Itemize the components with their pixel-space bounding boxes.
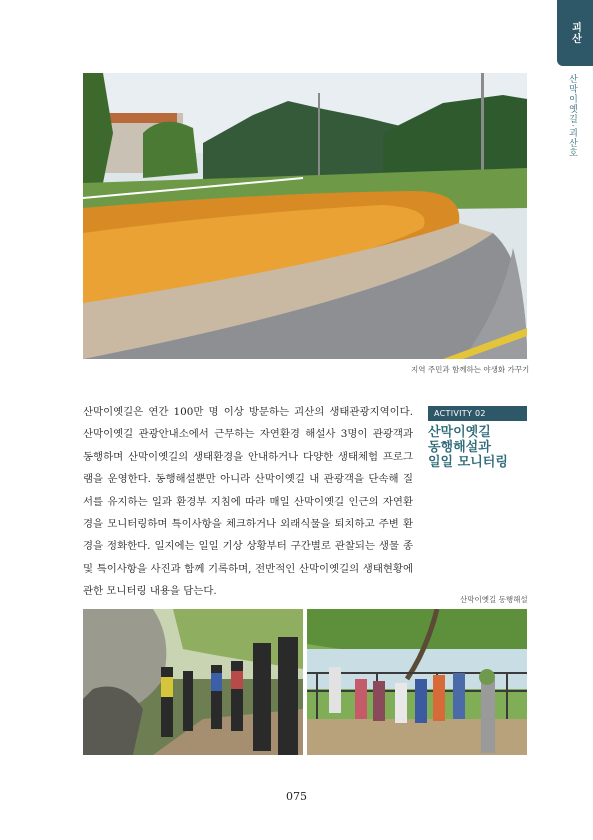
guided-tour-photo (83, 609, 303, 755)
section-tab (557, 0, 593, 66)
series-title: 산막이옛길·괴산호 (567, 74, 577, 158)
activity-title-line3: 일일 모니터링 (428, 455, 508, 470)
page-number: 075 (286, 790, 307, 803)
section-tab-label: 괴산 (569, 22, 581, 44)
activity-title-line1: 산막이옛길 (428, 425, 491, 440)
bottom-photos-caption: 산막이옛길 동행해설 (460, 595, 528, 604)
activity-title-line2: 동행해설과 (428, 440, 491, 455)
group-rest-photo (307, 609, 527, 755)
wildflower-road-photo (83, 73, 527, 359)
activity-title (428, 425, 538, 470)
top-photo-caption: 지역 주민과 함께하는 야생화 가꾸기 (411, 365, 530, 374)
body-paragraph: 산막이옛길은 연간 100만 명 이상 방문하는 괴산의 생태관광지역이다. 산막이옛길 관광안내소에서 근무하는 자연환경 해설사 3명이 관광객과 동행하며 산막이옛길의 생태환경을 안내하거나 다양한 생태체험 프로그램을 운영한다. 동행해설뿐만 아니라 산막이옛길 내 관광객을 단속해 질서를 유지하는 일과 환경부 지침에 따라 매일 산막이옛길 인근의 자연환경을 모니터링하며 특이사항을 체크하거나 외래식물을 퇴치하고 주변 환경을 정화한다. 일지에는 일일 기상 상황부터 구간별로 관찰되는 생물 종 및 특이사항을 사진과 함께 기록하며, 전반적인 산막이옛길의 생태현황에 관한 모니터링 내용을 담는다. (83, 406, 413, 598)
activity-badge: ACTIVITY 02 (428, 406, 527, 421)
